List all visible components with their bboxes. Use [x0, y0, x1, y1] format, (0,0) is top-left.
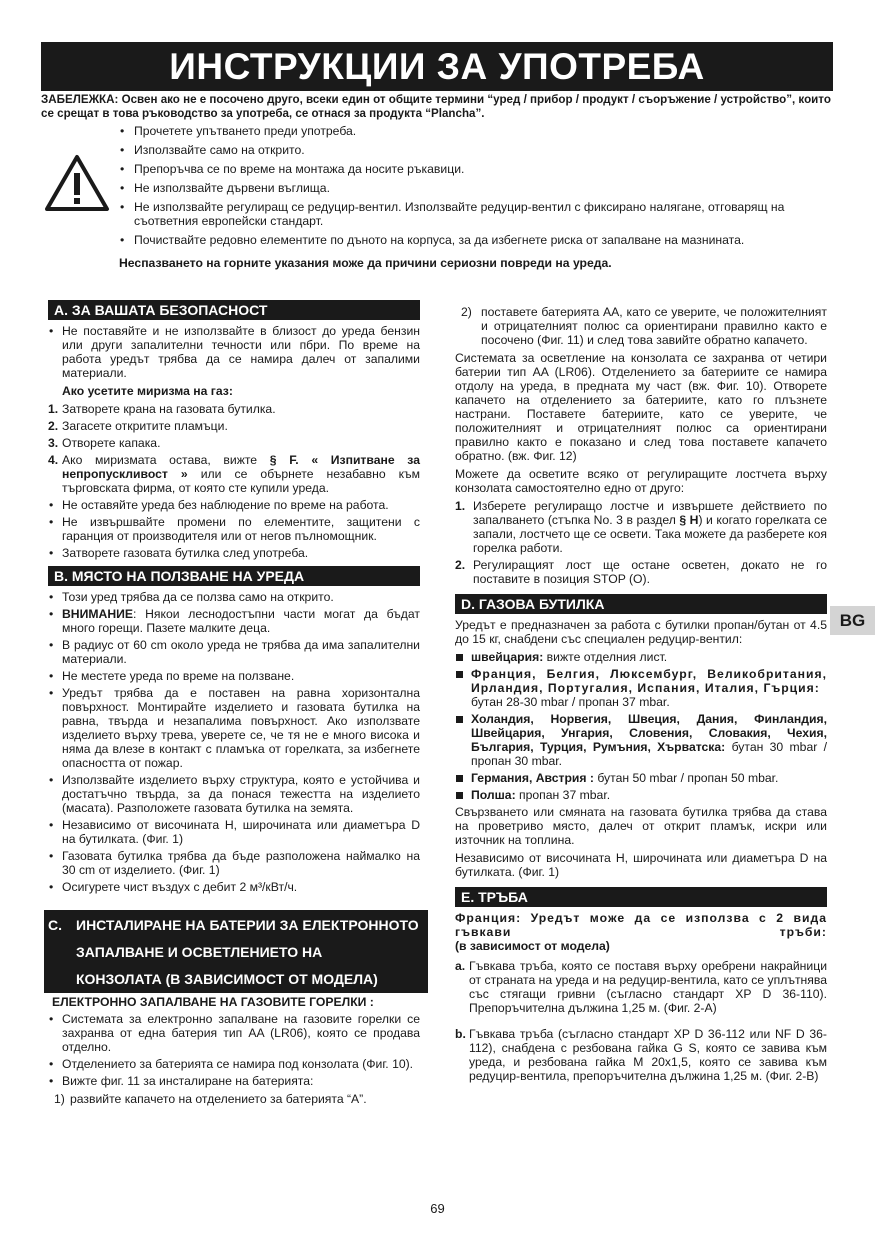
list-item: швейцария: вижте отделния лист.: [455, 650, 827, 664]
list-item: • Не местете уреда по време на ползване.: [48, 669, 420, 683]
section-a-heading: A. ЗА ВАШАТА БЕЗОПАСНОСТ: [48, 300, 420, 320]
warning-triangle-icon: [44, 153, 110, 213]
warning-item: • Препоръчва се по време на монтажа да носите ръкавици.: [119, 162, 839, 176]
list-item: • Не оставяйте уреда без наблюдение по време на работа.: [48, 498, 420, 512]
battery-steps: [48, 1092, 420, 1106]
list-item: • Газовата бутилка трябва да бъде разположена наймалко на 30 cm от изделието. (Фиг. 1): [48, 849, 420, 877]
list-item: • Не поставяйте и не използвайте в близост до уреда бензин или други запалителни течности или пбри. По време на работа уредът трябва да се намира далеч от запалими материали. Ако усетите миризма на газ:: [48, 324, 420, 398]
list-item: • Вижте фиг. 11 за инсталиране на батерията:: [48, 1074, 420, 1088]
list-item: 1) развийте капачето на отделението за батерията “A”.: [54, 1092, 367, 1106]
warning-item: • Използвайте само на открито.: [119, 143, 839, 157]
note-text: ЗАБЕЛЕЖКА: Освен ако не е посочено друго, всеки един от общите термини “уред / прибор / продукт / съоръжение / устройство”, които се срещат в това ръководство за употреба, се отнася за продукта “Plancha”.: [41, 93, 831, 120]
list-item: • В радиус от 60 cm около уреда не трябва да има запалителни материали.: [48, 638, 420, 666]
list-item: a. Гъвкава тръба, която се поставя върху оребрени накрайници от страната на уреда и на редуцир-вентила, като се уплътнява със стягащи гривни (съгласно стандарт XP D 36-110). Препоръчителна дължина 1,25 м. (Фиг. 2-A): [455, 959, 827, 1015]
list-item: b. Гъвкава тръба (съгласно стандарт XP D 36-112 или NF D 36-112), снабдена с резбована гайка G S, която се завива към уреда, и резбована гайка M 20x1,5, която се завива към редуцир-вентила, препоръчителна дължина 1,25 м. (Фиг. 2-B): [455, 1027, 827, 1083]
list-item: Полша: пропан 37 mbar.: [455, 788, 827, 802]
section-d-heading: D. ГАЗОВА БУТИЛКА: [455, 594, 827, 614]
list-item: Франция, Белгия, Люксембург, Великобритания, Ирландия, Португалия, Испания, Италия, Гърция: бутан 28-30 mbar / пропан 37 mbar.: [455, 667, 827, 709]
warning-item: • Почиствайте редовно елементите по дъното на корпуса, за да избегнете риска от запалване на мазнината.: [119, 233, 839, 247]
gas-smell-title: Ако усетите миризма на газ:: [62, 384, 233, 398]
left-column: [48, 300, 420, 1110]
battery-steps-continued: [455, 305, 827, 347]
section-c-list: [48, 1012, 420, 1088]
gas-smell-steps: [34, 402, 420, 495]
hose-types: [455, 959, 827, 1083]
right-column: [455, 305, 827, 1095]
warning-item: • Прочетете упътването преди употреба.: [119, 124, 839, 138]
section-c-heading: C. ИНСТАЛИРАНЕ НА БАТЕРИИ ЗА ЕЛЕКТРОННОТО ЗАПАЛВАНЕ И ОСВЕТЛЕНИЕТО НА КОНЗОЛАТА (В ЗАВИСИМОСТ ОТ МОДЕЛА): [44, 910, 428, 993]
paragraph: Свързването или смяната на газовата бутилка трябва да става на проветриво място, далеч от открит пламък, искри или източник на топлина.: [455, 805, 827, 847]
page-title: ИНСТРУКЦИИ ЗА УПОТРЕБА: [41, 42, 833, 91]
section-a-list-2: [48, 498, 420, 560]
list-item: • Не извършвайте промени по елементите, защитени с гаранция от производителя или от негов пълномощник.: [48, 515, 420, 543]
paragraph: Можете да осветите всяко от регулиращите лостчета върху конзолата самостоятелно едно от друго:: [455, 467, 827, 495]
page-number: 69: [430, 1201, 445, 1216]
list-item: • Този уред трябва да се ползва само на открито.: [48, 590, 420, 604]
warning-item: • Не използвайте регулиращ се редуцир-вентил. Използвайте редуцир-вентил с фиксирано налягане, отговарящ на съответния европейски стандарт.: [119, 200, 839, 228]
section-b-list: [48, 590, 420, 894]
lever-steps: [455, 499, 827, 586]
list-item: Холандия, Норвегия, Швеция, Дания, Финландия, Швейцария, Унгария, Словения, Словакия, Чехия, Бългаpия, Турция, Румъния, Хърватска: бутан 30 mbar / пропан 30 mbar.: [455, 712, 827, 768]
section-c-subtitle: ЕЛЕКТРОННО ЗАПАЛВАНЕ НА ГАЗОВИТЕ ГОРЕЛКИ :: [52, 995, 374, 1009]
list-item: • Използвайте изделието върху структура, която е устойчива и достатъчно твърда, за да понася тежестта на изделието (масата). Разположете газовата бутилка на земята.: [48, 773, 420, 815]
gas-pressure-list: [455, 650, 827, 802]
warning-bold-text: Неспазването на горните указания може да причини сериозни повреди на уреда.: [119, 256, 612, 270]
hose-intro-note: (в зависимост от модела): [455, 939, 610, 953]
list-item: 4. Ако миризмата остава, вижте § F. « Изпитване за непропускливост » или се обърнете незабавно към търговската фирма, от която сте купили уреда.: [48, 453, 420, 495]
section-b-heading: B. МЯСТО НА ПОЛЗВАНЕ НА УРЕДА: [48, 566, 420, 586]
paragraph: Уредът е предназначен за работа с бутилки пропан/бутан от 4.5 до 15 кг, снабдени със специален редуцир-вентил:: [455, 618, 827, 646]
list-item: • Отделението за батерията се намира под конзолата (Фиг. 10).: [48, 1057, 420, 1071]
list-item: 2) поставете батерията AA, като се уверите, че положителният и отрицателният полюс са ориентирани правилно както е посочено (Фиг. 11) и след това завийте обратно капачето.: [461, 305, 827, 347]
hose-intro: Франция: Уредът може да се използва с 2 вида гъвкави тръби:: [455, 911, 827, 939]
list-item: • Системата за електронно запалване на газовите горелки се захранва от една батерия тип AA (LR06), която се продава отделно.: [48, 1012, 420, 1054]
list-item: 1. Затворете крана на газовата бутилка.: [48, 402, 276, 416]
warning-item: • Не използвайте дървени въглища.: [119, 181, 839, 195]
section-e-heading: E. ТРЪБА: [455, 887, 827, 907]
paragraph: Независимо от височината H, широчината или диаметъра D на бутилката. (Фиг. 1): [455, 851, 827, 879]
paragraph: Системата за осветление на конзолата се захранва от четири батерии тип AA (LR06). Отделението за батериите се намира отдолу на уреда, в предната му част (вж. Фиг. 10). Отворете капачето на отделението за батериите, като го плъзнете настрани. Поставете батериите, като се уверите, че положителният и отрицателният полюс са ориентирани правилно както е показано и след това поставете капачето обратно. (вж. Фиг. 12): [455, 351, 827, 463]
list-item: Германия, Австрия : бутан 50 mbar / пропан 50 mbar.: [455, 771, 827, 785]
list-item: 1. Изберете регулиращо лостче и извършете действието по запалването (стъпка No. 3 в раздел § H) и когато горелката се запали, лостчето ще се освети. Така можете да разберете коя горелка работи.: [455, 499, 828, 555]
language-tab: BG: [830, 606, 875, 635]
list-item: • Затворете газовата бутилка след употреба.: [48, 546, 420, 560]
warning-list: [119, 124, 839, 252]
list-item: 2. Регулиращият лост ще остане осветен, докато не го поставите в позиция STOP (O).: [455, 558, 827, 586]
list-item: 3. Отворете капака.: [48, 436, 161, 450]
list-item: • ВНИМАНИЕ: Някои леснодостъпни части могат да бъдат много горещи. Пазете малките деца.: [48, 607, 420, 635]
list-item: • Уредът трябва да е поставен на равна хоризонтална повърхност. Монтирайте изделието и газовата бутилка на равна, твърда и незапалима повърхност. Ако използвате изделието върху трева, уверете се, че тя не е много висока и няма да влезе в контакт с пламъка от горелката, за избегнете опасността от пожар.: [48, 686, 420, 770]
list-item: • Независимо от височината H, широчината или диаметъра D на бутилката. (Фиг. 1): [48, 818, 420, 846]
list-item: • Осигурете чист въздух с дебит 2 м³/кВт/ч.: [48, 880, 420, 894]
list-item: 2. Загасете откритите пламъци.: [48, 419, 228, 433]
section-a-list: [48, 324, 420, 398]
